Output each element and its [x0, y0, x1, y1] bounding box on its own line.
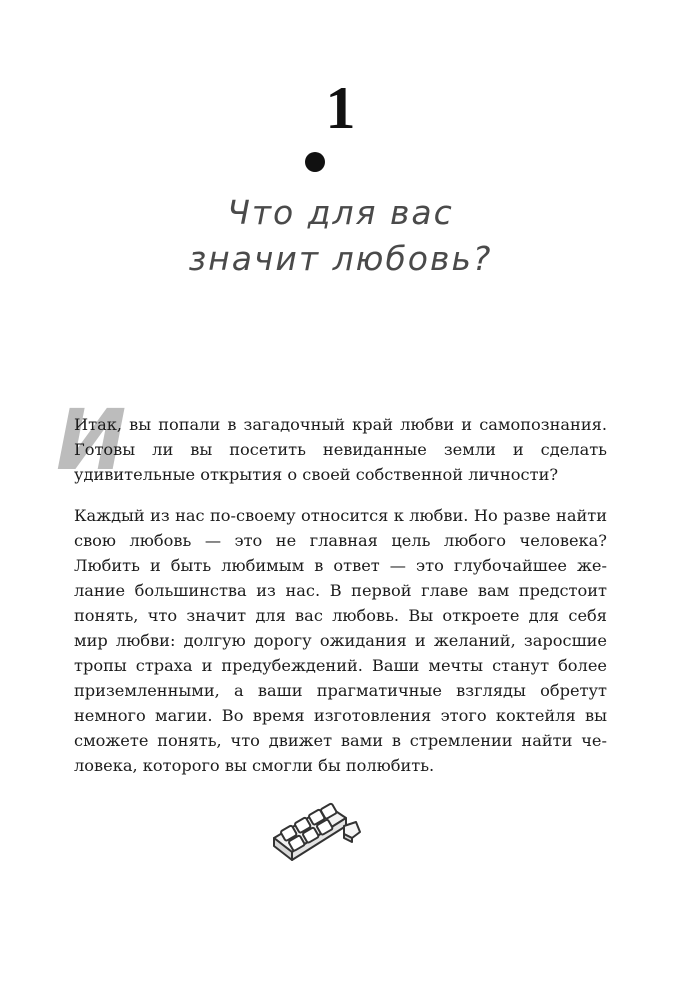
body-text — [74, 412, 607, 794]
paragraph-1: Итак, вы попали в загадочный край любви и самопознания. Готовы ли вы посетить невиданные земли и сделать удивительные открытия о своей собственной личности? — [74, 415, 607, 484]
paragraph-2: Каждый из нас по-своему относится к любви. Но разве найти свою любовь — это не главная цель любого человека? Любить и быть любимым в ответ — это глубочайшее желание большинства из нас. В первой главе вам предстоит понять, что значит для вас любовь. Вы откроете для себя мир любви: долгую дорогу ожидания и желаний, заросшие тропы страха и предубеждений. Ваши мечты станут более приземленными, а ваши прагматичные взгляды обретут немного магии. Во время изготовления этого коктейля вы сможете понять, что движет вами в стремлении найти человека, которого вы смогли бы полюбить. — [74, 506, 607, 775]
chapter-title — [60, 190, 621, 282]
chapter-dot — [305, 152, 325, 172]
drop-cap-letter: И — [56, 391, 127, 489]
chapter-title-line-1: Что для вас — [227, 193, 454, 232]
chapter-title-line-2: значит любовь? — [188, 239, 493, 278]
chapter-number: 1 — [325, 75, 356, 141]
chocolate-bar-icon — [268, 800, 364, 870]
